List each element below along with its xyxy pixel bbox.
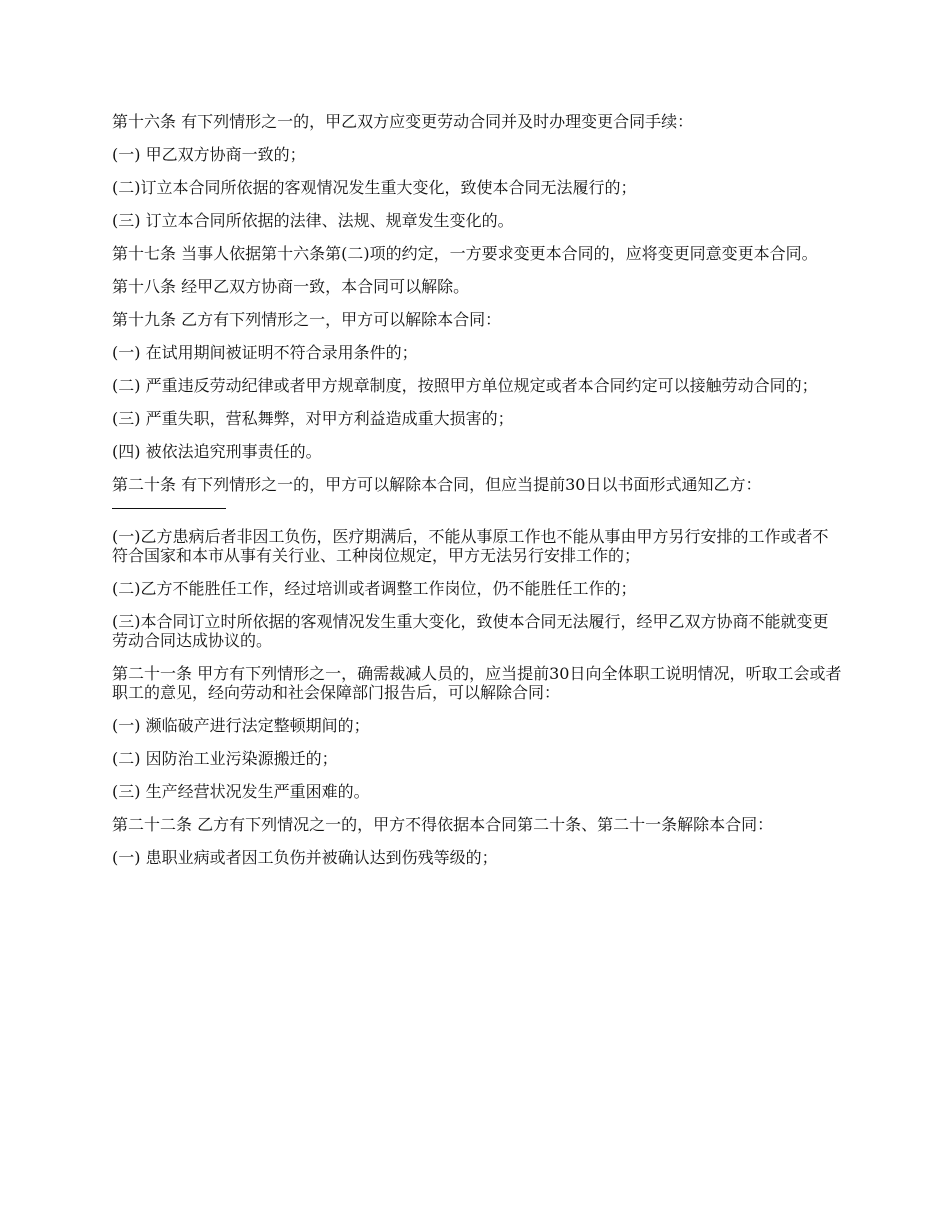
article-21-item-1: (一) 濒临破产进行法定整顿期间的； (112, 716, 370, 735)
article-19-item-1: (一) 在试用期间被证明不符合录用条件的； (112, 343, 418, 362)
article-18: 第十八条 经甲乙双方协商一致，本合同可以解除。 (112, 277, 470, 296)
article-16: 第十六条 有下列情形之一的，甲乙双方应变更劳动合同并及时办理变更合同手续： (112, 112, 694, 131)
article-16-item-1: (一) 甲乙双方协商一致的； (112, 145, 306, 164)
article-20-item-2: (二)乙方不能胜任工作，经过培训或者调整工作岗位，仍不能胜任工作的； (112, 579, 637, 598)
article-19-item-4: (四) 被依法追究刑事责任的。 (112, 442, 322, 461)
article-22: 第二十二条 乙方有下列情况之一的，甲方不得依据本合同第二十条、第二十一条解除本合同： (112, 815, 774, 834)
article-22-item-1: (一) 患职业病或者因工负伤并被确认达到伤残等级的； (112, 848, 498, 867)
article-19-item-2: (二) 严重违反劳动纪律或者甲方规章制度，按照甲方单位规定或者本合同约定可以接触劳动合同的； (112, 376, 818, 395)
article-19: 第十九条 乙方有下列情形之一，甲方可以解除本合同： (112, 310, 502, 329)
article-20-text: 第二十条 有下列情形之一的，甲方可以解除本合同，但应当提前30日以书面形式通知乙方： (112, 475, 762, 494)
article-20 (112, 475, 842, 513)
article-20-item-3: (三)本合同订立时所依据的客观情况发生重大变化，致使本合同无法履行，经甲乙双方协商不能就变更劳动合同达成协议的。 (112, 612, 829, 650)
article-20-item-1: (一)乙方患病后者非因工负伤，医疗期满后，不能从事原工作也不能从事由甲方另行安排的工作或者不符合国家和本市从事有关行业、工种岗位规定，甲方无法另行安排工作的； (112, 527, 829, 565)
fill-in-blank[interactable] (112, 494, 226, 509)
article-16-item-2: (二)订立本合同所依据的客观情况发生重大变化，致使本合同无法履行的； (112, 178, 637, 197)
article-21-item-2: (二) 因防治工业污染源搬迁的； (112, 749, 338, 768)
article-21-item-3: (三) 生产经营状况发生严重困难的。 (112, 782, 370, 801)
article-21: 第二十一条 甲方有下列情形之一，确需裁减人员的，应当提前30日向全体职工说明情况，听取工会或者职工的意见，经向劳动和社会保障部门报告后，可以解除合同： (112, 664, 842, 702)
article-17: 第十七条 当事人依据第十六条第(二)项的约定，一方要求变更本合同的，应将变更同意变更本合同。 (112, 244, 818, 263)
article-19-item-3: (三) 严重失职，营私舞弊，对甲方利益造成重大损害的； (112, 409, 514, 428)
contract-document (112, 112, 842, 881)
article-16-item-3: (三) 订立本合同所依据的法律、法规、规章发生变化的。 (112, 211, 514, 230)
